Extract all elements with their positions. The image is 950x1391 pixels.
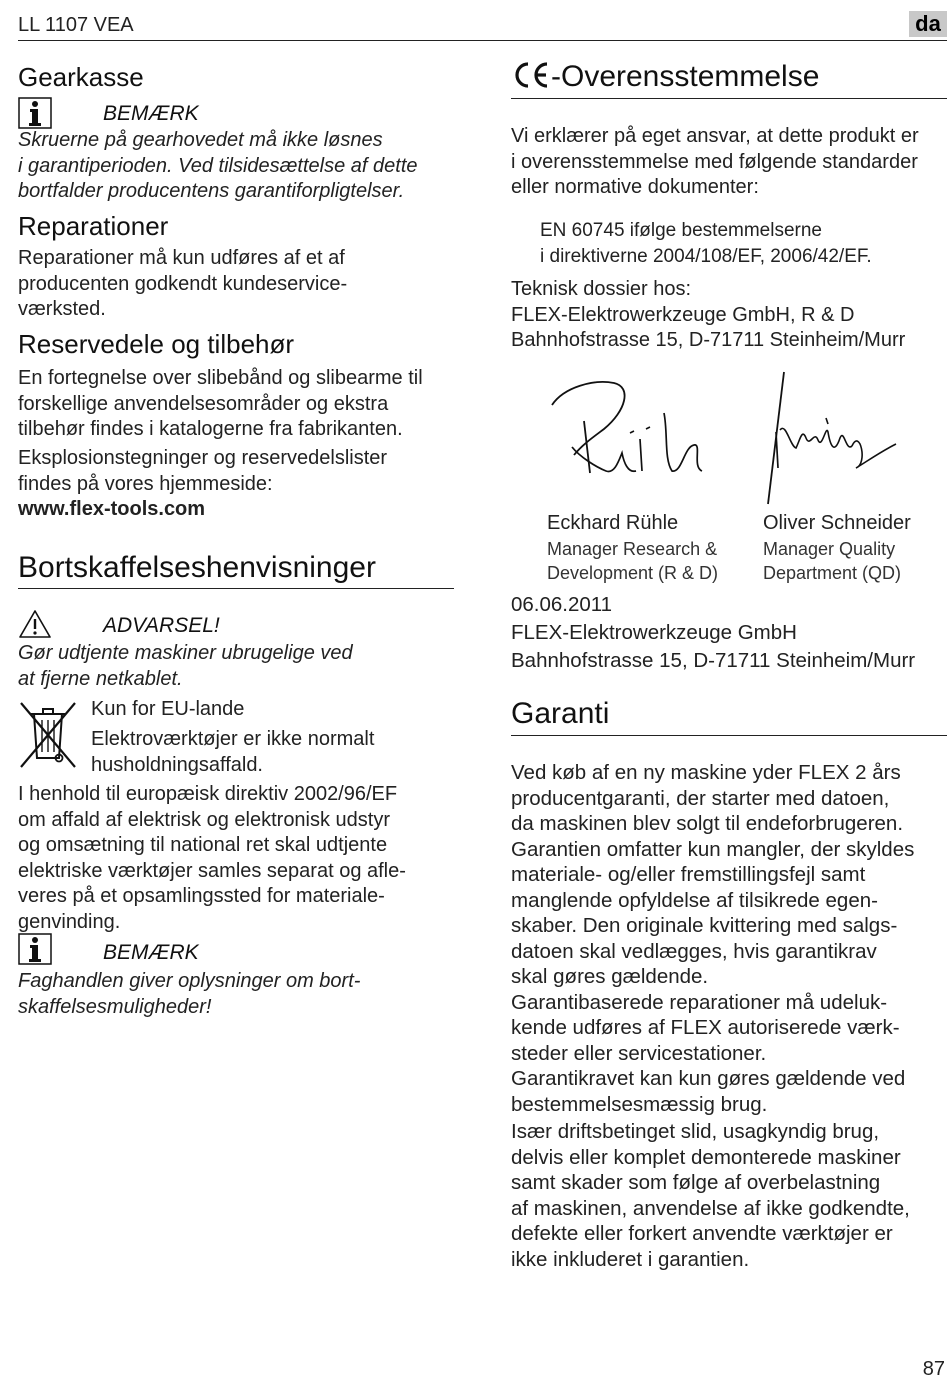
signer-name: Oliver Schneider [763, 512, 911, 534]
document-id: LL 1107 VEA [18, 14, 134, 36]
reservedele-text: En fortegnelse over slibebånd og slibearme til forskellige anvendelsesområder og ekstra tilbehør findes i katalogerne fra fabrikanten. [18, 367, 423, 440]
website-link[interactable]: www.flex-tools.com [18, 498, 206, 520]
dossier-text: Teknisk dossier hos: FLEX-Elektrowerkzeuge GmbH, R & D Bahnhofstrasse 15, D-71711 Steinheim/Murr [511, 278, 906, 351]
note-text: Faghandlen giver oplysninger om bort- skaffelsesmuligheder! [18, 970, 361, 1018]
signature-ruhle [544, 375, 714, 490]
reparationer-text: Reparationer må kun udføres af et af producenten godkendt kundeservice- værksted. [18, 247, 348, 320]
signer-name: Eckhard Rühle [547, 512, 679, 534]
section-rule [18, 588, 454, 589]
weee-bin-icon [18, 700, 78, 775]
ce-mark-icon [511, 61, 551, 89]
section-title-ce: -Overensstemmelse [511, 60, 819, 94]
ce-declaration-text: Vi erklærer på eget ansvar, at dette produkt er i overensstemmelse med følgende standarder eller normative dokumenter: [511, 125, 919, 198]
warning-icon [18, 609, 52, 644]
company-name: FLEX-Elektrowerkzeuge GmbH [511, 621, 797, 644]
section-rule [511, 98, 947, 99]
garanti-exclusions-text: Især driftsbetinget slid, usagkyndig brug, delvis eller komplet demonterede maskiner samt skader som følge af overbelastning af maskinen, anvendelse af ikke godkendte, defekte eller forkert anvendte værktøjer er ikke inkluderet i garantien. [511, 1120, 910, 1271]
note-text: Skruerne på gearhovedet må ikke løsnes i garantiperioden. Ved tilsidesættelse af dette bortfalder producentens garantiforpligtelser. [18, 129, 418, 202]
section-title-garanti: Garanti [511, 697, 610, 730]
section-title-reservedele: Reservedele og tilbehør [18, 329, 295, 359]
language-badge: da [909, 11, 947, 37]
standard-text: EN 60745 ifølge bestemmelserne i direktiverne 2004/108/EF, 2006/42/EF. [540, 220, 872, 267]
company-address: Bahnhofstrasse 15, D-71711 Steinheim/Murr [511, 649, 916, 672]
warning-text: Gør udtjente maskiner ubrugelige ved at fjerne netkablet. [18, 642, 353, 690]
info-icon [18, 933, 52, 970]
signer-role: Manager Research & Development (R & D) [547, 539, 719, 583]
note-title: BEMÆRK [103, 102, 199, 125]
section-title-reparationer: Reparationer [18, 211, 169, 241]
section-rule [511, 735, 947, 736]
page-number: 87 [922, 1358, 945, 1380]
directive-text: I henhold til europæisk direktiv 2002/96/EF om affald af elektrisk og elektronisk udstyr og omsætning til national ret skal udtjente elektriske værktøjer samles separat og afle- veres på et opsamlingssted for materiale- genvinding. [18, 783, 406, 933]
eu-only-title: Kun for EU-lande [91, 698, 245, 720]
warning-title: ADVARSEL! [103, 614, 220, 637]
reservedele-website-text: Eksplosionstegninger og reservedelslister findes på vores hjemmeside: www.flex-tools.com [18, 446, 387, 523]
section-title-bortskaffelse: Bortskaffelseshenvisninger [18, 551, 376, 584]
note-title: BEMÆRK [103, 941, 199, 964]
section-title-gearkasse: Gearkasse [18, 62, 144, 92]
signature-schneider [756, 368, 906, 513]
declaration-date: 06.06.2011 [511, 593, 613, 616]
page-header [18, 8, 947, 41]
signer-role: Manager Quality Department (QD) [763, 539, 902, 583]
garanti-text: Ved køb af en ny maskine yder FLEX 2 års producentgaranti, der starter med datoen, da maskinen blev solgt til endeforbrugeren. Garantien omfatter kun mangler, der skyldes materiale- og/eller fremstillingsfejl samt manglende opfyldelse af tilsikrede egen- skaber. Den originale kvittering med salgs- datoen skal vedlægges, hvis garantikrav skal gøres gældende. Garantibaserede reparationer må udeluk- kende udføres af FLEX autoriserede værk- steder eller servicestationer. Garantikravet kan kun gøres gældende ved bestemmelsesmæssig brug. [511, 761, 915, 1116]
eu-text: Elektroværktøjer er ikke normalt husholdningsaffald. [91, 728, 375, 776]
